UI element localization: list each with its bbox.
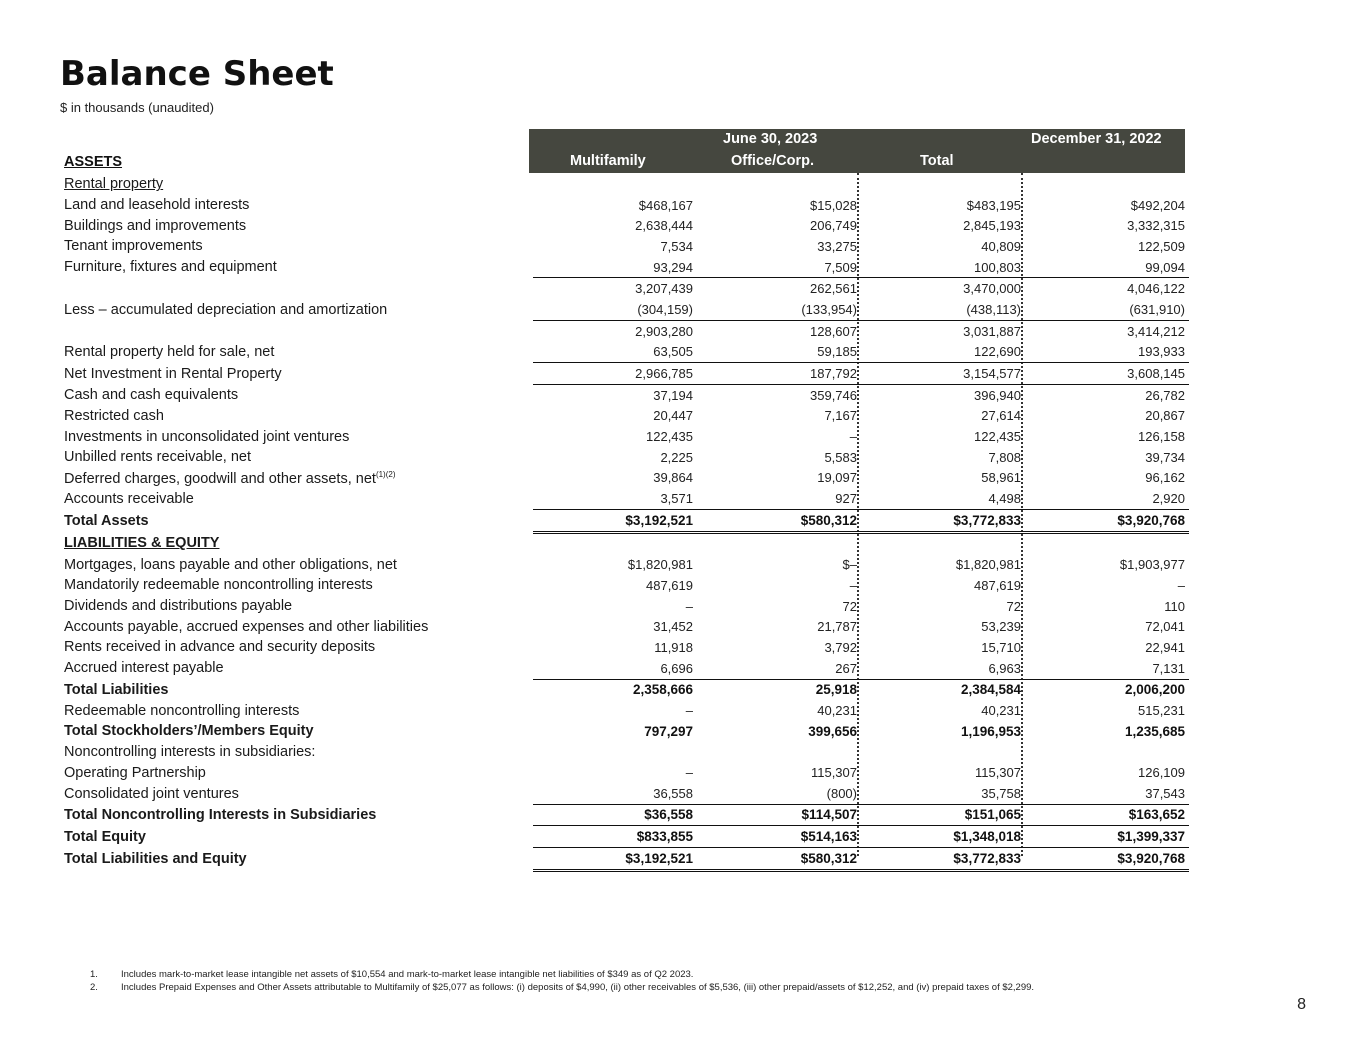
cell-value: 58,961 [981, 470, 1021, 486]
cell-value: 19,097 [817, 470, 857, 486]
cell-value: $15,028 [810, 197, 857, 213]
cell-value: 20,867 [1145, 408, 1185, 424]
column-total: Total [920, 153, 954, 169]
cell-value: – [849, 429, 857, 445]
cell-value: 3,414,212 [1025, 320, 1189, 341]
cell-value: 2,966,785 [533, 363, 693, 385]
cell-value: 110 [1164, 598, 1185, 614]
table-row [60, 804, 1189, 826]
section-assets: ASSETS [64, 154, 123, 170]
cell-value [693, 532, 861, 554]
cell-value: 126,109 [1138, 765, 1185, 781]
cell-value: $492,204 [1130, 197, 1185, 213]
cell-value: (438,113) [966, 301, 1021, 317]
balance-sheet-table [60, 174, 1189, 872]
cell-value: 40,809 [981, 238, 1021, 254]
row-label: Cash and cash equivalents [64, 386, 239, 403]
table-row [60, 384, 1189, 405]
cell-value [533, 174, 693, 195]
cell-value: 515,231 [1138, 703, 1185, 719]
cell-value: 20,447 [653, 408, 693, 424]
cell-value: 487,619 [974, 577, 1021, 593]
cell-value: 206,749 [810, 218, 857, 234]
cell-value: $114,507 [693, 804, 861, 826]
cell-value: 31,452 [653, 619, 693, 635]
row-label: Dividends and distributions payable [64, 598, 293, 615]
cell-value: 40,231 [817, 703, 857, 719]
cell-value: $3,192,521 [533, 510, 693, 533]
cell-value: 2,903,280 [533, 320, 693, 341]
cell-value: 6,696 [660, 660, 693, 676]
row-label: Buildings and improvements [64, 217, 247, 234]
cell-value: 3,332,315 [1127, 218, 1185, 234]
cell-value: 26,782 [1025, 384, 1189, 405]
cell-value: 59,185 [817, 344, 857, 360]
cell-value: 3,207,439 [533, 278, 693, 299]
cell-value: – [685, 598, 693, 614]
table-row [60, 658, 1189, 679]
cell-value: 4,046,122 [1025, 278, 1189, 299]
table-row [60, 363, 1189, 385]
cell-value: 37,194 [533, 384, 693, 405]
cell-value: 3,792 [824, 639, 857, 655]
cell-value [861, 174, 1025, 195]
table-row [60, 488, 1189, 509]
table-row [60, 762, 1189, 783]
row-label: Deferred charges, goodwill and other assets, net$^{(1)(2)}$ [64, 469, 396, 487]
table-row [60, 826, 1189, 848]
cell-value: 3,571 [660, 491, 693, 507]
cell-value: $– [842, 557, 857, 573]
cell-value: 3,608,145 [1025, 363, 1189, 385]
cell-value: 2,920 [1152, 491, 1185, 507]
cell-value: $3,772,833 [861, 510, 1025, 533]
row-label: Furniture, fixtures and equipment [64, 259, 277, 276]
footnote: 2. Includes Prepaid Expenses and Other Assets attributable to Multifamily of $25,077 as follows: (i) deposits of $4,990, (ii) other receivables of $5,536, (iii) other prepaid/assets of $12,252, and (iv) prepaid taxes of $2,299. [90, 982, 1035, 993]
table-row [60, 510, 1189, 533]
row-label: Rental property held for sale, net [64, 344, 275, 361]
cell-value [861, 532, 1025, 554]
cell-value [1025, 742, 1189, 763]
footnote-ref: (1)(2) [375, 469, 396, 479]
cell-value: 2,638,444 [635, 218, 693, 234]
row-label: Accrued interest payable [64, 660, 224, 677]
cell-value: 115,307 [974, 765, 1021, 781]
row-label: Accounts payable, accrued expenses and other liabilities [64, 618, 429, 635]
table-row [60, 742, 1189, 763]
cell-value: 35,758 [981, 785, 1021, 801]
cell-value: 122,509 [1138, 238, 1185, 254]
period-june-2023: June 30, 2023 [723, 131, 818, 147]
cell-value: 63,505 [653, 344, 693, 360]
table-row [60, 596, 1189, 617]
cell-value: (304,159) [637, 301, 693, 317]
table-row [60, 447, 1189, 468]
cell-value: 25,918 [693, 679, 861, 700]
cell-value: $1,348,018 [861, 826, 1025, 848]
cell-value: 72 [842, 598, 857, 614]
cell-value: 2,225 [660, 449, 693, 465]
row-label: Total Assets [64, 512, 149, 529]
cell-value: 7,167 [824, 408, 857, 424]
row-label: Less – accumulated depreciation and amortization [64, 301, 388, 318]
cell-value: 15,710 [981, 639, 1021, 655]
cell-value: $163,652 [1025, 804, 1189, 826]
cell-value: – [849, 577, 857, 593]
row-label: Noncontrolling interests in subsidiaries: [64, 743, 316, 760]
cell-value: 2,384,584 [861, 679, 1025, 700]
table-row [60, 215, 1189, 236]
table-row [60, 637, 1189, 658]
column-office-corp: Office/Corp. [731, 153, 814, 169]
row-label: Redeemable noncontrolling interests [64, 702, 300, 719]
period-dec-2022: December 31, 2022 [1031, 131, 1162, 147]
row-label [60, 278, 533, 299]
cell-value: $833,855 [533, 826, 693, 848]
cell-value: $1,399,337 [1025, 826, 1189, 848]
row-label: Operating Partnership [64, 764, 206, 781]
row-label: Restricted cash [64, 407, 164, 424]
row-label: Total Liabilities and Equity [64, 850, 247, 867]
table-row [60, 299, 1189, 320]
cell-value: $36,558 [533, 804, 693, 826]
cell-value: 1,196,953 [960, 723, 1021, 739]
cell-value: 122,435 [974, 429, 1021, 445]
table-row [60, 174, 1189, 195]
cell-value: 36,558 [653, 785, 693, 801]
cell-value: 187,792 [693, 363, 861, 385]
cell-value: 3,470,000 [861, 278, 1025, 299]
cell-value: $3,192,521 [533, 848, 693, 871]
cell-value: 797,297 [644, 723, 693, 739]
table-row [60, 257, 1189, 278]
cell-value: 193,933 [1138, 344, 1185, 360]
table-row [60, 554, 1189, 575]
table-row [60, 278, 1189, 299]
cell-value: 7,534 [660, 238, 693, 254]
cell-value: – [1177, 577, 1185, 593]
row-label: Investments in unconsolidated joint ventures [64, 428, 350, 445]
cell-value: 3,154,577 [861, 363, 1025, 385]
table-row [60, 783, 1189, 804]
cell-value [693, 742, 861, 763]
cell-value: 72 [1006, 598, 1021, 614]
row-label: Land and leasehold interests [64, 197, 250, 214]
table-row [60, 195, 1189, 216]
cell-value: $1,820,981 [627, 557, 693, 573]
cell-value: 399,656 [808, 723, 857, 739]
page-subtitle: $ in thousands (unaudited) [60, 100, 214, 115]
cell-value: 2,845,193 [963, 218, 1021, 234]
cell-value: 33,275 [817, 238, 857, 254]
cell-value: $514,163 [693, 826, 861, 848]
cell-value: 126,158 [1138, 429, 1185, 445]
cell-value: 11,918 [654, 639, 693, 655]
cell-value [533, 742, 693, 763]
cell-value: $3,772,833 [861, 848, 1025, 871]
cell-value: (800) [826, 785, 857, 801]
table-row [60, 700, 1189, 721]
row-label: Total Liabilities [64, 681, 169, 698]
table-row [60, 721, 1189, 742]
cell-value: 262,561 [693, 278, 861, 299]
cell-value: 396,940 [861, 384, 1025, 405]
cell-value: 359,746 [693, 384, 861, 405]
cell-value [861, 742, 1025, 763]
cell-value: 267 [835, 660, 857, 676]
table-row [60, 468, 1189, 489]
cell-value: 2,006,200 [1025, 679, 1189, 700]
cell-value: $580,312 [693, 510, 861, 533]
cell-value: 7,509 [824, 259, 857, 275]
cell-value: 122,435 [646, 429, 693, 445]
row-label: Consolidated joint ventures [64, 785, 239, 802]
cell-value: $151,065 [861, 804, 1025, 826]
cell-value: – [685, 765, 693, 781]
cell-value: 6,963 [988, 660, 1021, 676]
table-row [60, 679, 1189, 700]
cell-value: 39,734 [1145, 449, 1185, 465]
cell-value: 4,498 [988, 491, 1021, 507]
cell-value: 128,607 [693, 320, 861, 341]
cell-value: 927 [835, 491, 857, 507]
footnote: 1. Includes mark-to-market lease intangible net assets of $10,554 and mark-to-market lease intangible net liabilities of $349 as of Q2 2023. [90, 969, 694, 980]
row-label: Rents received in advance and security deposits [64, 639, 376, 656]
cell-value: 22,941 [1145, 639, 1185, 655]
cell-value: 72,041 [1145, 619, 1185, 635]
cell-value: $483,195 [966, 197, 1021, 213]
row-label: Mortgages, loans payable and other obligations, net [64, 556, 397, 573]
cell-value: – [685, 703, 693, 719]
row-label: Total Noncontrolling Interests in Subsidiaries [64, 806, 377, 823]
cell-value: $3,920,768 [1025, 510, 1189, 533]
cell-value: $1,903,977 [1119, 557, 1185, 573]
row-label: Unbilled rents receivable, net [64, 449, 251, 466]
cell-value [693, 174, 861, 195]
cell-value: 37,543 [1145, 785, 1185, 801]
cell-value: 99,094 [1145, 259, 1185, 275]
cell-value: 96,162 [1145, 470, 1185, 486]
table-row [60, 575, 1189, 596]
column-multifamily: Multifamily [570, 153, 646, 169]
table-row [60, 848, 1189, 871]
row-label: Rental property [64, 176, 164, 193]
cell-value: $468,167 [638, 197, 693, 213]
cell-value: (631,910) [1129, 301, 1185, 317]
footnotes [90, 968, 1034, 994]
cell-value: $1,820,981 [955, 557, 1021, 573]
cell-value: 7,131 [1152, 660, 1185, 676]
cell-value: 93,294 [653, 259, 693, 275]
cell-value: 3,031,887 [861, 320, 1025, 341]
cell-value: 39,864 [653, 470, 693, 486]
cell-value [1025, 174, 1189, 195]
row-label: LIABILITIES & EQUITY [64, 535, 220, 552]
page-number: 8 [1297, 996, 1306, 1013]
table-row [60, 320, 1189, 341]
row-label: Total Stockholders’/Members Equity [64, 723, 314, 740]
row-label: Mandatorily redeemable noncontrolling interests [64, 577, 373, 594]
row-label: Accounts receivable [64, 490, 194, 507]
cell-value: 100,803 [974, 259, 1021, 275]
cell-value [1025, 532, 1189, 554]
table-row [60, 532, 1189, 554]
cell-value: $580,312 [693, 848, 861, 871]
row-label [60, 320, 533, 341]
cell-value: 1,235,685 [1124, 723, 1185, 739]
cell-value: 2,358,666 [533, 679, 693, 700]
table-row [60, 236, 1189, 257]
cell-value [533, 532, 693, 554]
cell-value: 115,307 [810, 765, 857, 781]
table-row [60, 616, 1189, 637]
cell-value: 7,808 [988, 449, 1021, 465]
page-title: Balance Sheet [60, 54, 334, 94]
cell-value: 21,787 [817, 619, 857, 635]
cell-value: (133,954) [801, 301, 857, 317]
table-row [60, 426, 1189, 447]
cell-value: 487,619 [646, 577, 693, 593]
cell-value: 122,690 [974, 344, 1021, 360]
table-row [60, 406, 1189, 427]
cell-value: 5,583 [824, 449, 857, 465]
row-label: Total Equity [64, 828, 146, 845]
cell-value: $3,920,768 [1025, 848, 1189, 871]
row-label: Tenant improvements [64, 238, 203, 255]
cell-value: 53,239 [981, 619, 1021, 635]
cell-value: 27,614 [981, 408, 1021, 424]
table-row [60, 342, 1189, 363]
cell-value: 40,231 [981, 703, 1021, 719]
row-label: Net Investment in Rental Property [64, 365, 282, 382]
